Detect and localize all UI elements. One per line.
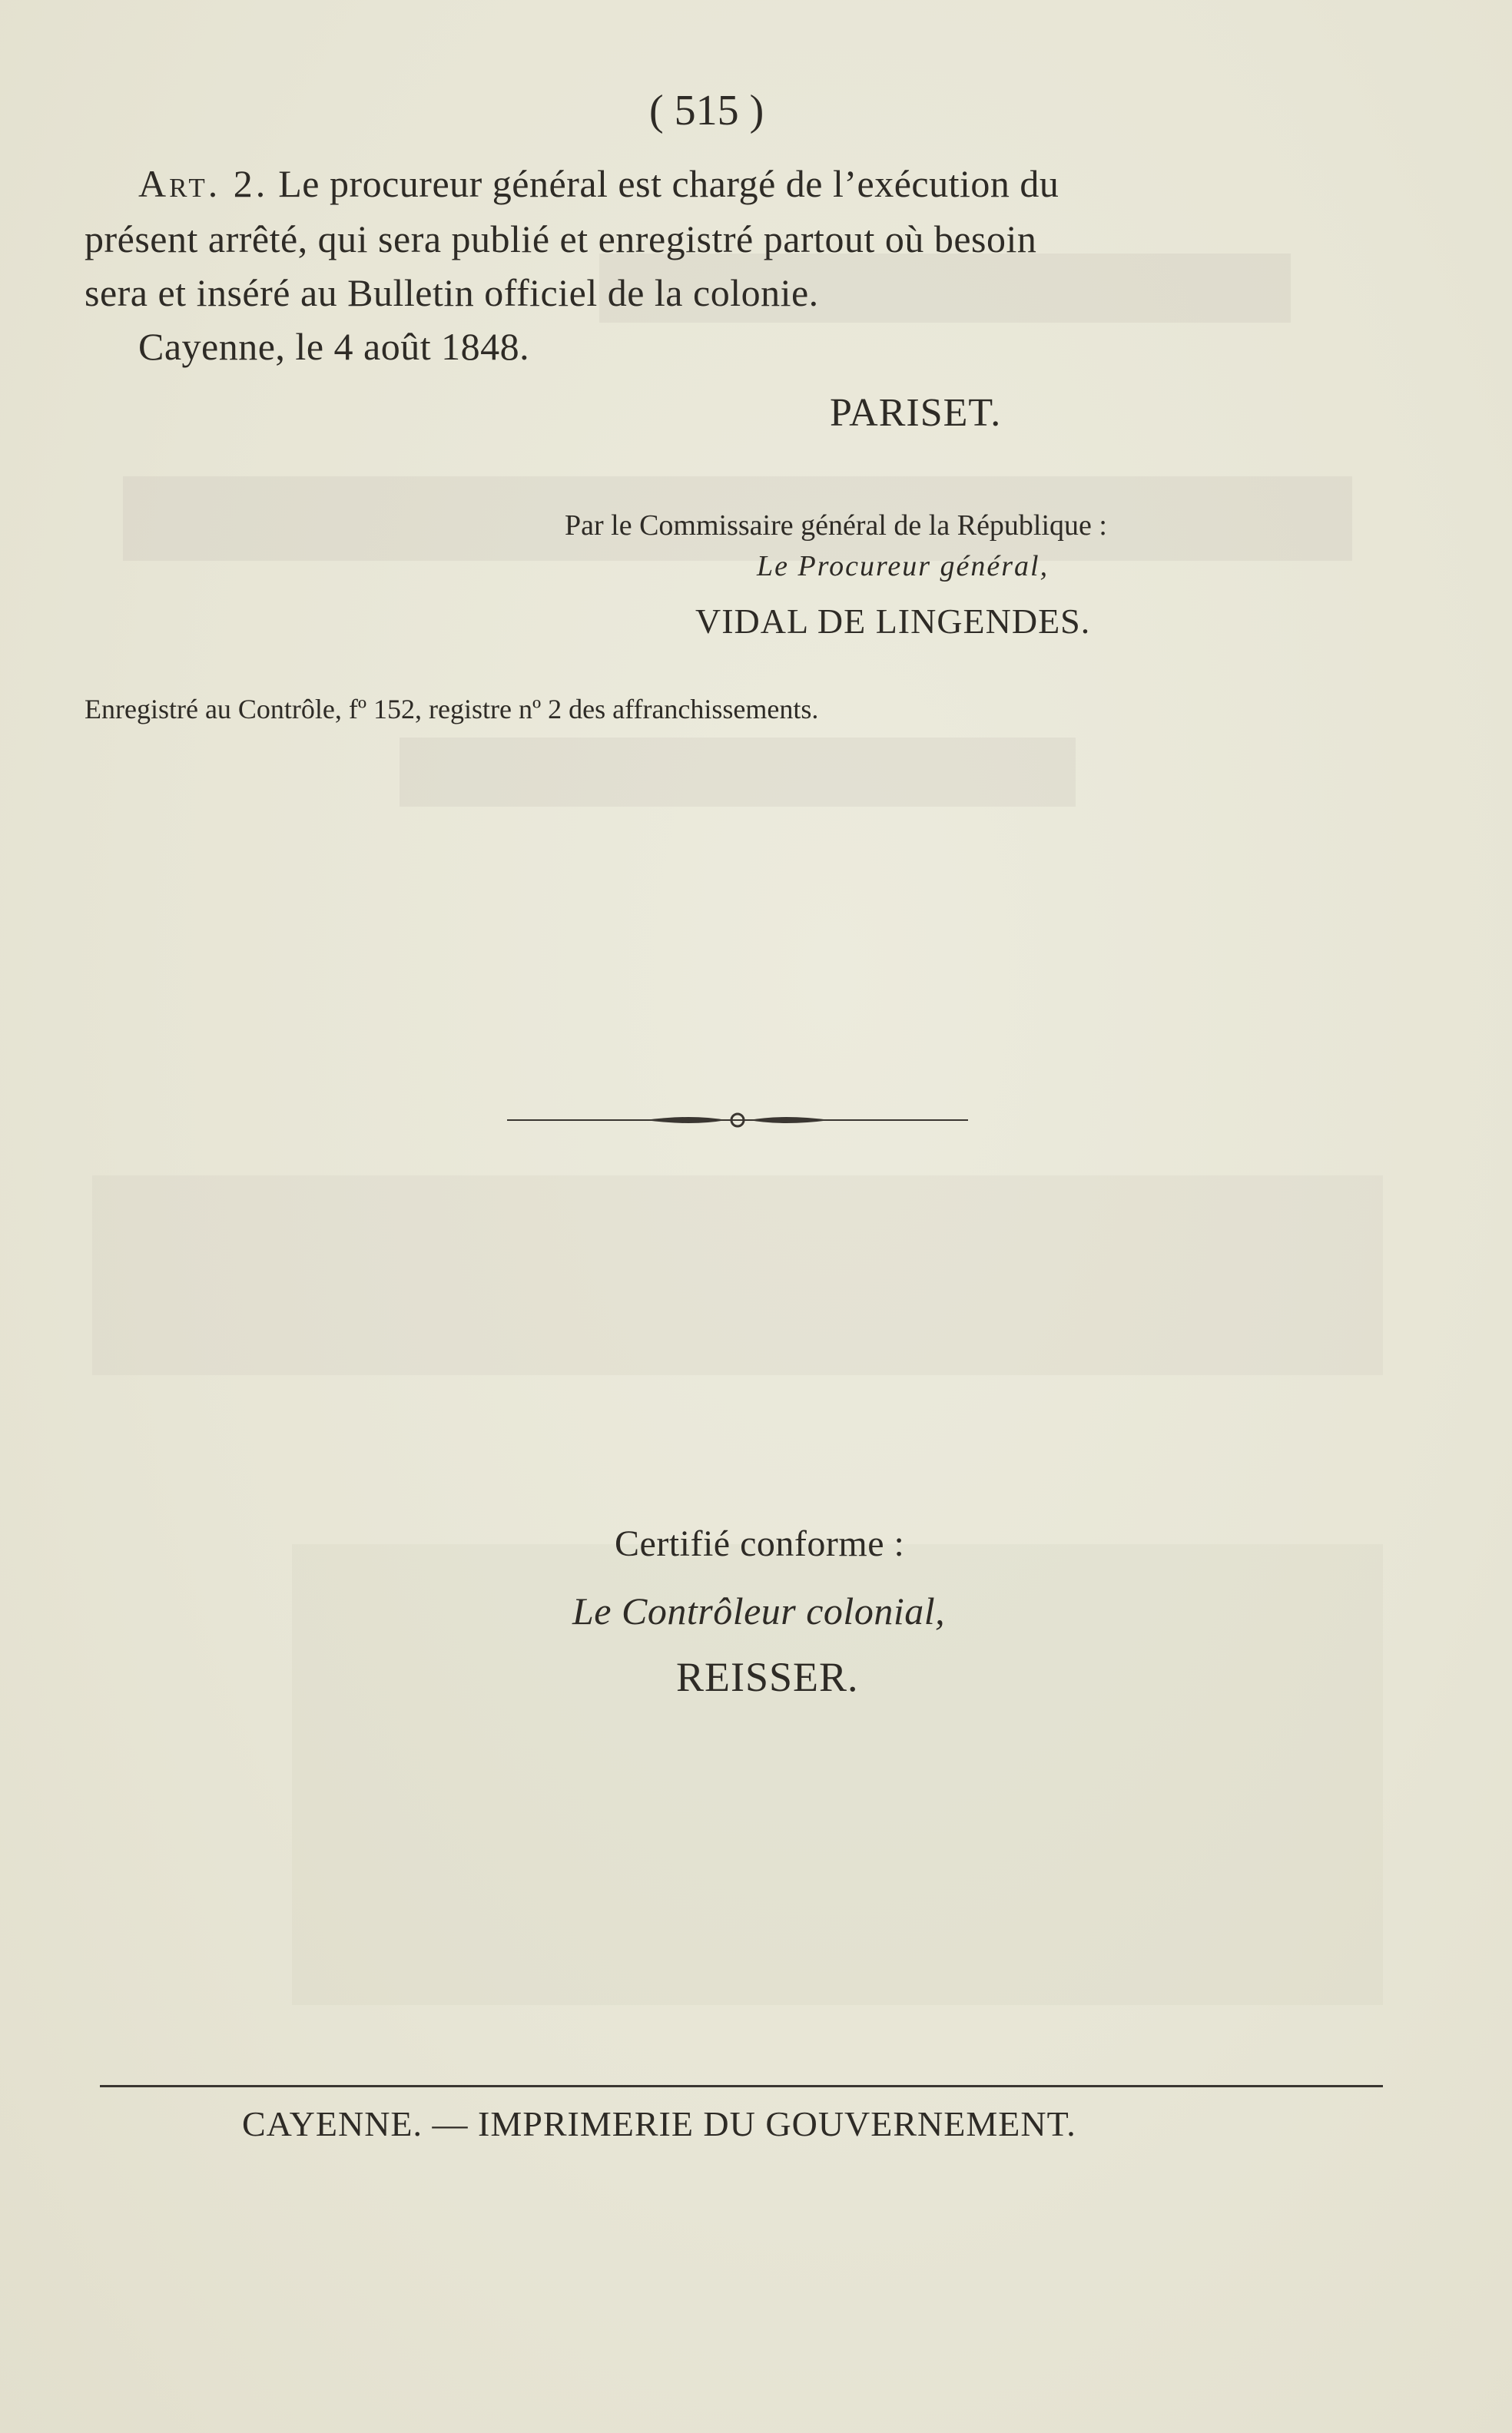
- article-line-2: présent arrêté, qui sera publié et enregistré partout où besoin: [85, 217, 1037, 260]
- signature-pariset: PARISET.: [830, 391, 1002, 435]
- page-number: ( 515 ): [649, 87, 764, 134]
- countersign-name: VIDAL DE LINGENDES.: [695, 602, 1091, 641]
- registration-note: Enregistré au Contrôle, fº 152, registre nº 2 des affranchissements.: [85, 694, 819, 724]
- article-label: Art. 2.: [138, 162, 269, 205]
- countersign-line-2: Le Procureur général,: [757, 550, 1049, 582]
- certification-line-1: Certifié conforme :: [615, 1523, 905, 1564]
- printer-imprint: CAYENNE. — IMPRIMERIE DU GOUVERNEMENT.: [242, 2104, 1076, 2143]
- certification-name: REISSER.: [676, 1654, 859, 1700]
- ornament-divider: [507, 1112, 968, 1128]
- countersign-line-1: Par le Commissaire général de la République :: [565, 509, 1107, 542]
- article-line-1-text: Le procureur général est chargé de l’exécution du: [278, 162, 1059, 205]
- certification-line-2: Le Contrôleur colonial,: [572, 1589, 946, 1632]
- bleed-through-block: [92, 1175, 1383, 1375]
- place-date: Cayenne, le 4 août 1848.: [138, 325, 530, 368]
- article-line-1: [138, 161, 1059, 206]
- footer-rule: [100, 2085, 1383, 2087]
- article-line-3: sera et inséré au Bulletin officiel de la colonie.: [85, 271, 819, 314]
- bleed-through-date: [400, 738, 1076, 807]
